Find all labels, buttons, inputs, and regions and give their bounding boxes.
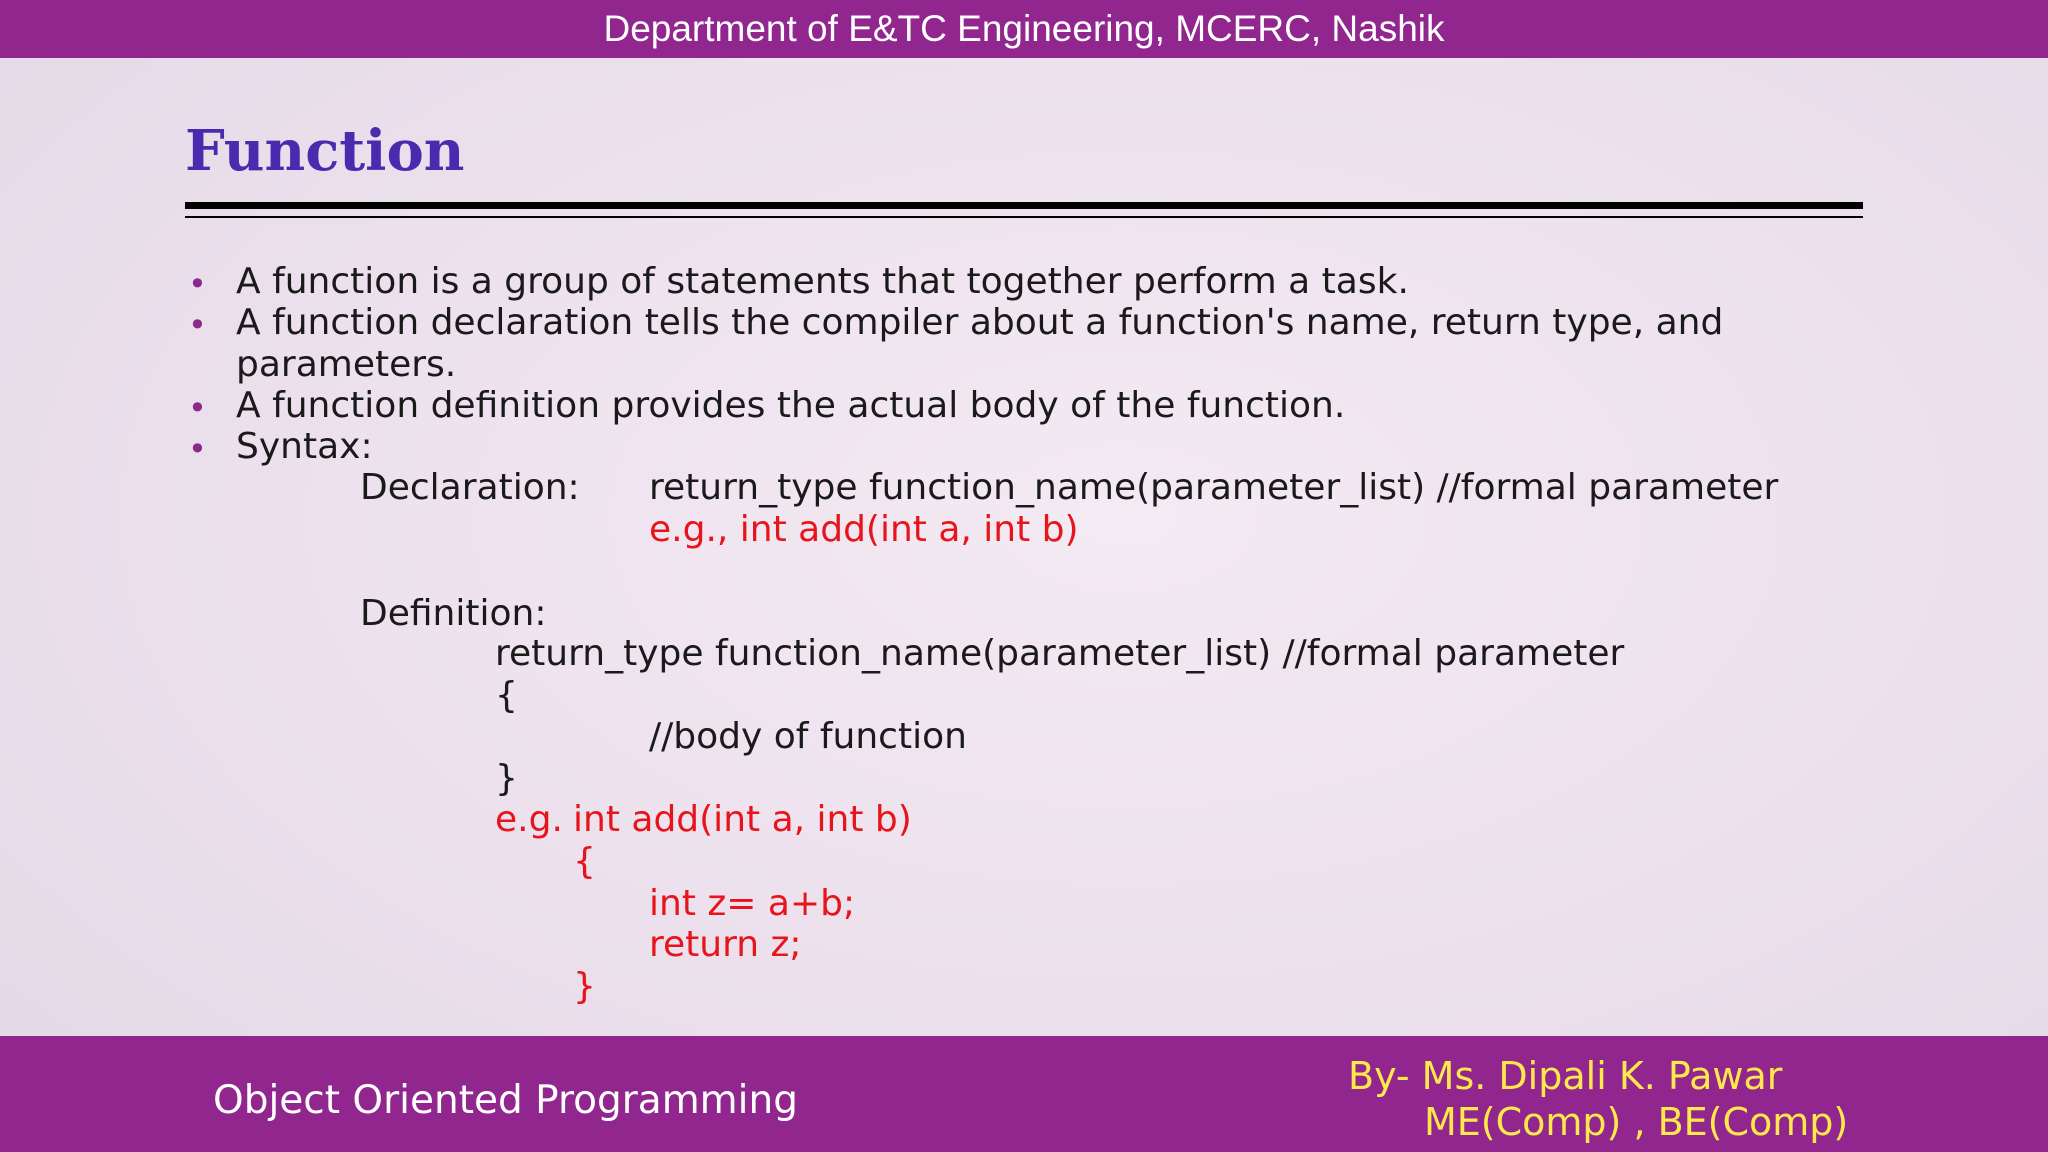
example-open-brace: { xyxy=(573,841,596,882)
department-title: Department of E&TC Engineering, MCERC, Nashik xyxy=(603,8,1445,49)
bullet-item: A function declaration tells the compiler about a function's name, return type, and xyxy=(236,302,1724,343)
author-qualifications: ME(Comp) , BE(Comp) xyxy=(1424,1100,1849,1144)
definition-body-comment: //body of function xyxy=(649,716,967,757)
bullet-item: Syntax: xyxy=(236,426,373,467)
course-name: Object Oriented Programming xyxy=(213,1078,798,1123)
bullet-marker: • xyxy=(188,306,207,344)
declaration-example: e.g., int add(int a, int b) xyxy=(649,509,1079,550)
bullet-marker: • xyxy=(188,265,207,303)
example-close-brace: } xyxy=(573,966,596,1007)
example-line-1: int z= a+b; xyxy=(649,883,856,924)
example-signature: int add(int a, int b) xyxy=(573,799,912,840)
slide-title: Function xyxy=(185,118,465,184)
definition-syntax: return_type function_name(parameter_list) //formal parameter xyxy=(495,633,1625,674)
example-prefix: e.g. xyxy=(495,799,563,840)
declaration-label: Declaration: xyxy=(360,467,580,508)
bullet-marker: • xyxy=(188,389,207,427)
definition-open-brace: { xyxy=(495,675,518,716)
declaration-syntax: return_type function_name(parameter_list) //formal parameter xyxy=(649,467,1779,508)
author-name: By- Ms. Dipali K. Pawar xyxy=(1348,1054,1783,1098)
bullet-item: A function definition provides the actual body of the function. xyxy=(236,385,1346,426)
bullet-item-continuation: parameters. xyxy=(236,344,457,385)
bullet-item: A function is a group of statements that together perform a task. xyxy=(236,261,1409,302)
definition-label: Definition: xyxy=(360,593,547,634)
example-line-2: return z; xyxy=(649,924,802,965)
definition-close-brace: } xyxy=(495,758,518,799)
bullet-marker: • xyxy=(188,430,207,468)
